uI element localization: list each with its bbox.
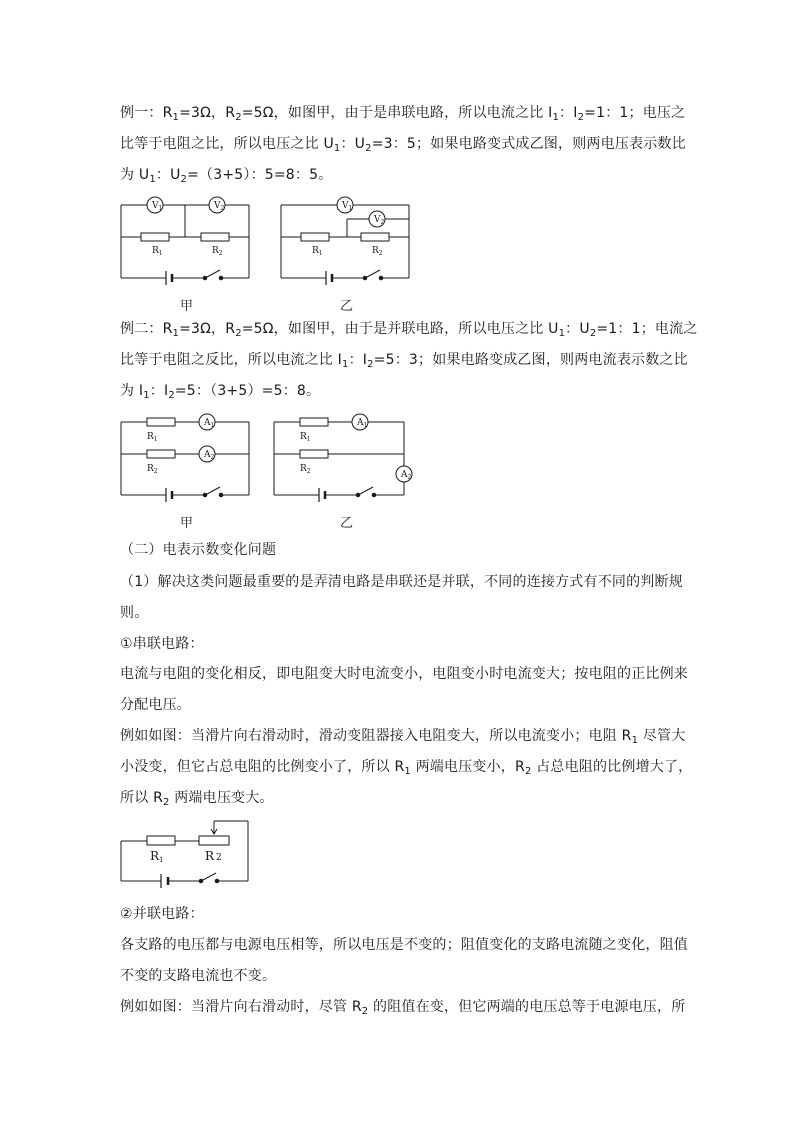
svg-text:R1: $R_1$ bbox=[152, 246, 163, 257]
circuit-fig1-yi bbox=[275, 193, 415, 293]
circuit-fig2-yi bbox=[268, 410, 418, 510]
circuit-fig3-rheostat bbox=[115, 815, 255, 890]
resistor-r1 bbox=[300, 418, 328, 426]
resistor-r1 bbox=[301, 233, 329, 241]
parallel-rule-line-2: 不变的支路电流也不变。 bbox=[120, 968, 277, 984]
svg-text:V1: $V_1$ bbox=[342, 201, 353, 212]
svg-text:R1: $R_1$ bbox=[300, 432, 311, 443]
svg-text:R2: $R_2$ bbox=[372, 246, 383, 257]
resistor-r2 bbox=[300, 450, 328, 458]
svg-text:A2: $A_2$ bbox=[401, 470, 412, 481]
ex1-line-2: 比等于电阻之比，所以电压之比 $U_1$：$U_2=3$：5；如果电路变式成乙图，则两电压表示数比 bbox=[120, 136, 686, 154]
svg-text:R1: R1 bbox=[150, 849, 164, 864]
svg-text:R2: $R_2$ bbox=[212, 246, 223, 257]
parallel-heading: ②并联电路： bbox=[120, 906, 204, 922]
ex2-line-2: 比等于电阻之反比，所以电流之比 $I_1$：$I_2=5$：3；如果电路变成乙图，则两电流表示数之比 bbox=[120, 352, 688, 370]
series-example-line-3: 所以 $R_2$ 两端电压变大。 bbox=[120, 790, 274, 808]
resistor-r1 bbox=[141, 233, 169, 241]
fig1-yi-caption: 乙 bbox=[340, 299, 354, 314]
resistor-r1 bbox=[147, 836, 175, 845]
parallel-rule-line-1: 各支路的电压都与电源电压相等，所以电压是不变的；阻值变化的支路电流随之变化，阻值 bbox=[120, 937, 688, 953]
svg-text:A1: $A_1$ bbox=[204, 418, 215, 429]
svg-text:R1: $R_1$ bbox=[147, 432, 158, 443]
circuit-fig2-jia bbox=[115, 410, 255, 510]
point-1-line-1: （1）解决这类问题最重要的是弄清电路是串联还是并联，不同的连接方式有不同的判断规 bbox=[120, 574, 683, 590]
circuit-fig1-jia bbox=[115, 193, 255, 293]
ex2-line-1: 例二：$R_1=3\Omega$，$R_2=5\Omega$，如图甲，由于是并联电路，所以电压之比 $U_1$：$U_2=1$：1；电流之 bbox=[120, 321, 698, 339]
resistor-r2 bbox=[147, 450, 175, 458]
svg-text:A1: $A_1$ bbox=[357, 418, 368, 429]
fig2-yi-caption: 乙 bbox=[340, 516, 354, 531]
series-heading: ①串联电路： bbox=[120, 636, 204, 652]
section-title: （二）电表示数变化问题 bbox=[120, 542, 277, 558]
svg-text:R2: $R_2$ bbox=[300, 464, 311, 475]
fig2-jia-caption: 甲 bbox=[180, 516, 194, 531]
svg-text:A2: $A_2$ bbox=[204, 450, 215, 461]
svg-text:R2: $R_2$ bbox=[147, 464, 158, 475]
svg-text:V1: $V_1$ bbox=[152, 201, 163, 212]
ex2-line-3: 为 $I_1$：$I_2=5$：（3+5）=5：8。 bbox=[120, 383, 321, 401]
ex1-line-1: 例一：$R_1=3\Omega$，$R_2=5\Omega$，如图甲，由于是串联电路，所以电流之比 $I_1$：$I_2=1$：1；电压之 bbox=[120, 105, 686, 123]
svg-text:R1: $R_1$ bbox=[312, 246, 323, 257]
parallel-example-line-1: 例如如图：当滑片向右滑动时，尽管 $R_2$ 的阻值在变，但它两端的电压总等于电源电压，所 bbox=[120, 999, 686, 1017]
ex1-line-3: 为 $U_1$：$U_2=(3+5)$：5=8：5。 bbox=[120, 167, 333, 185]
resistor-r1 bbox=[147, 418, 175, 426]
resistor-r2 bbox=[361, 233, 389, 241]
svg-text:R2: R 2 bbox=[205, 849, 222, 863]
series-example-line-2: 小没变，但它占总电阻的比例变小了，所以 $R_1$ 两端电压变小，$R_2$ 占总电阻的比例增大了， bbox=[120, 759, 693, 777]
series-rule-line-1: 电流与电阻的变化相反，即电阻变大时电流变小，电阻变小时电流变大；按电阻的正比例来 bbox=[120, 666, 688, 682]
series-example-line-1: 例如如图：当滑片向右滑动时，滑动变阻器接入电阻变大，所以电流变小；电阻 $R_1$ 尽管大 bbox=[120, 728, 686, 746]
svg-text:V2: $V_2$ bbox=[374, 215, 385, 226]
fig1-jia-caption: 甲 bbox=[180, 299, 194, 314]
series-rule-line-2: 分配电压。 bbox=[120, 697, 191, 713]
rheostat-r2 bbox=[199, 836, 229, 845]
svg-text:V2: $V_2$ bbox=[214, 201, 225, 212]
resistor-r2 bbox=[201, 233, 229, 241]
point-1-line-2: 则。 bbox=[120, 605, 149, 621]
